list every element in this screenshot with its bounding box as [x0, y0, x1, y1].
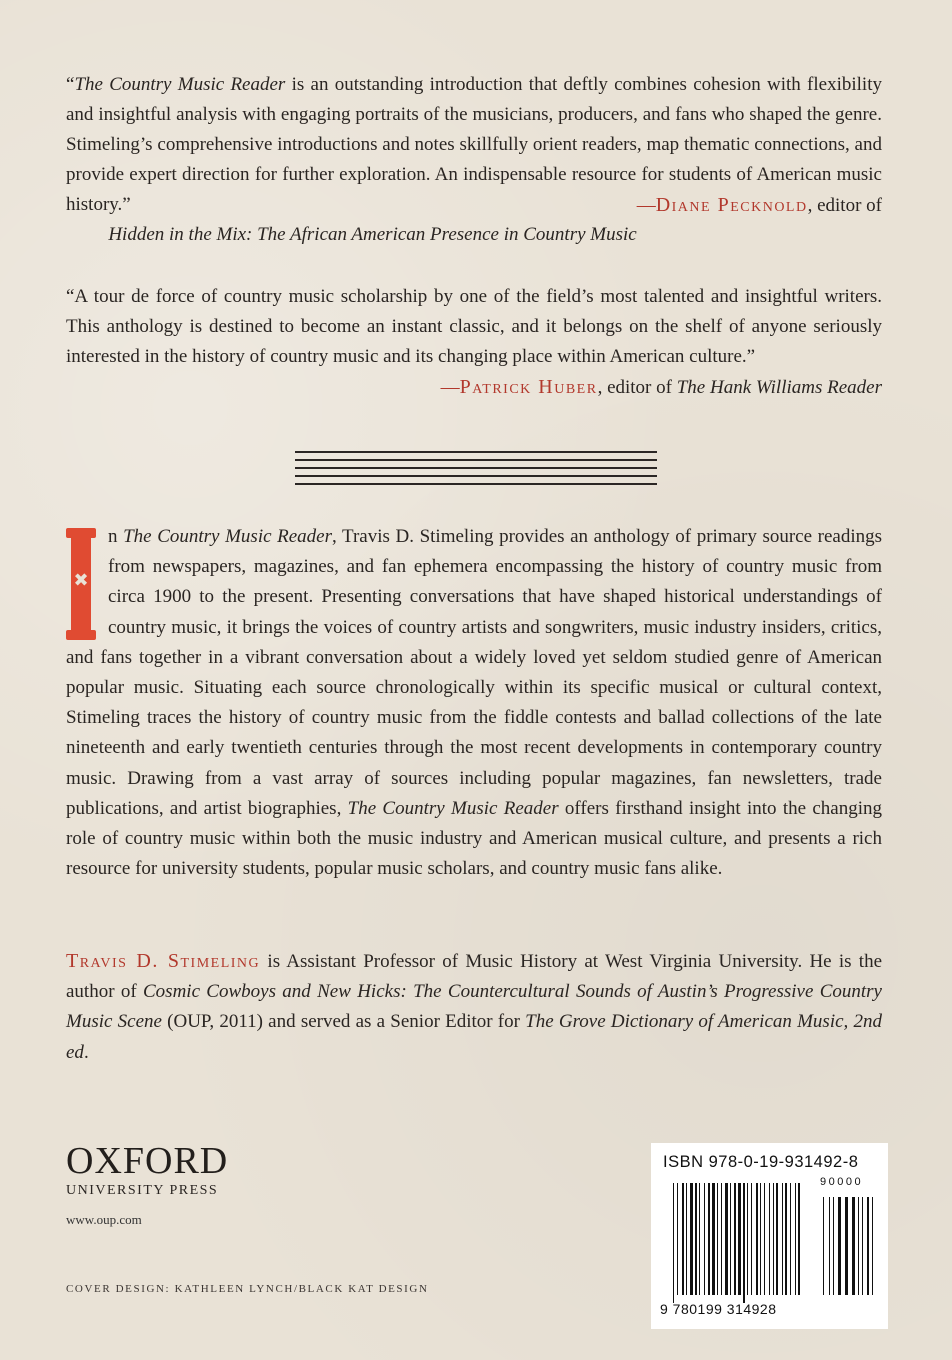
barcode-bar [760, 1183, 761, 1295]
barcode-bar [790, 1183, 791, 1295]
barcode-bar [721, 1183, 722, 1295]
barcode-bar [725, 1183, 728, 1295]
barcode-bar [677, 1183, 678, 1295]
barcode-bar [785, 1183, 787, 1295]
quote-author-work: The Hank Williams Reader [676, 377, 882, 398]
barcode-bar [756, 1183, 758, 1295]
barcode-bar [673, 1183, 674, 1303]
barcode-bar [704, 1183, 705, 1295]
barcode-bar [798, 1183, 800, 1295]
publisher-name: OXFORD [66, 1140, 229, 1182]
description-title-2: The Country Music Reader [347, 797, 559, 819]
quote-author: Patrick Huber [459, 376, 598, 398]
publisher-subtitle: UNIVERSITY PRESS [66, 1183, 219, 1198]
barcode-addon-bar [833, 1197, 834, 1295]
publisher-url[interactable]: www.oup.com [66, 1212, 142, 1227]
barcode-digits: 9 780199 314928 [660, 1301, 777, 1317]
barcode-bar [738, 1183, 741, 1295]
barcode-addon-bar [862, 1197, 863, 1295]
bio-end: . [83, 1041, 89, 1063]
quote-dash: — [636, 195, 656, 216]
quote-author-role: , editor of [807, 195, 882, 216]
barcode-bar [708, 1183, 710, 1295]
barcode-addon-bar [829, 1197, 830, 1295]
barcode-addon-bar [845, 1197, 848, 1295]
barcode-bar [795, 1183, 796, 1295]
publisher-logo [66, 1141, 228, 1199]
barcode-bar [712, 1183, 715, 1295]
barcode-addon-bar [872, 1197, 873, 1295]
quote-open-mark: “ [66, 74, 75, 95]
quote-author: Diane Pecknold [655, 194, 808, 216]
barcode-bar [751, 1183, 752, 1295]
isbn-number: ISBN 978-0-19-931492-8 [663, 1153, 859, 1171]
barcode-bar [764, 1183, 765, 1295]
bio-grove-title: The Grove Dictionary of American Music, 2nd ed [66, 1011, 882, 1063]
bio-book-title: Cosmic Cowboys and New Hicks: The Countercultural Sounds of Austin’s Progressive Country Music Scene [66, 981, 882, 1033]
description-text-2: offers firsthand insight into the changing role of country music within both the music industry and American musical culture, and presents a rich resource for university students, popular music scholars, and country music fans alike. [66, 797, 883, 880]
quote-author-role: , editor of [597, 377, 677, 398]
barcode-bar [699, 1183, 700, 1295]
barcode-bar [717, 1183, 718, 1295]
barcode-bar [743, 1183, 745, 1303]
quote-text: “A tour de force of country music scholarship by one of the field’s most talented and insightful writers. This anthology is destined to become an instant classic, and it belongs on the shelf of anyone seriously interested in the history of country music and its changing place within American culture.” [66, 286, 882, 367]
barcode-bar [682, 1183, 684, 1295]
endorsement-quote-2 [66, 282, 882, 403]
bio-text-1: is Assistant Professor of Music History at West Virginia University. He is the author of [66, 951, 882, 1003]
description-text-1: , Travis D. Stimeling provides an anthology of primary source readings from newspapers, magazines, and fan ephemera encompassing the history of country music from circa 1900 to the present. Presenting conversations that have shaped historical understandings of country music, it brings the voices of country artists and songwriters, music industry insiders, critics, and fans together in a vibrant conversation about a widely loved yet seldom studied genre of American popular music. Situating each source chronologically within its specific musical or cultural context, Stimeling traces the history of country music from the fiddle contests and ballad collections of the late nineteenth and early twentieth centuries through the most recent developments in contemporary country music. Drawing from a vast array of sources including popular magazines, fan newsletters, trade publications, and artist biographies, [66, 526, 883, 819]
quote-dash: — [440, 377, 460, 398]
barcode-bar [782, 1183, 783, 1295]
cover-design-credit: COVER DESIGN: KATHLEEN LYNCH/BLACK KAT DESIGN [66, 1283, 429, 1295]
quote-text: is an outstanding introduction that deftly combines cohesion with flexibility and insightful analysis with engaging portraits of the musicians, producers, and fans who shaped the genre. Stimeling’s comprehensive introductions and notes skillfully orient readers, map thematic connections, and provide expert direction for further exploration. An indispensable resource for students of American music history.” [66, 74, 882, 215]
author-bio [66, 946, 882, 1068]
barcode-bar [730, 1183, 731, 1295]
quote-author-work: Hidden in the Mix: The African American Presence in Country Music [108, 224, 637, 245]
description-lead: n [108, 526, 124, 547]
barcode-addon-bar [858, 1197, 859, 1295]
barcode-bar [695, 1183, 697, 1295]
barcode-addon-bar [838, 1197, 841, 1295]
barcode-addon-bar [867, 1197, 869, 1295]
barcode-bar [690, 1183, 693, 1295]
barcode-bar [776, 1183, 778, 1295]
barcode-bar [686, 1183, 687, 1295]
barcode-bar [747, 1183, 748, 1295]
bio-text-2: (OUP, 2011) and served as a Senior Editor for [161, 1011, 526, 1033]
barcode-bar [769, 1183, 770, 1295]
barcode-bar [773, 1183, 774, 1295]
endorsement-quote-1 [66, 70, 882, 250]
dropcap-ornament-icon: ✖ [73, 570, 89, 591]
description-title: The Country Music Reader [123, 526, 333, 547]
isbn-barcode [651, 1143, 888, 1329]
barcode-addon-bar [852, 1197, 855, 1295]
book-description [66, 522, 882, 884]
quote-book-title: The Country Music Reader [74, 74, 286, 95]
barcode-bar [734, 1183, 736, 1295]
barcode-addon-bar [823, 1197, 824, 1295]
barcode-addon-digits: 90000 [820, 1176, 864, 1188]
dropcap-letter [66, 528, 96, 640]
author-name: Travis D. Stimeling [66, 950, 261, 972]
staff-lines-divider [295, 451, 657, 491]
